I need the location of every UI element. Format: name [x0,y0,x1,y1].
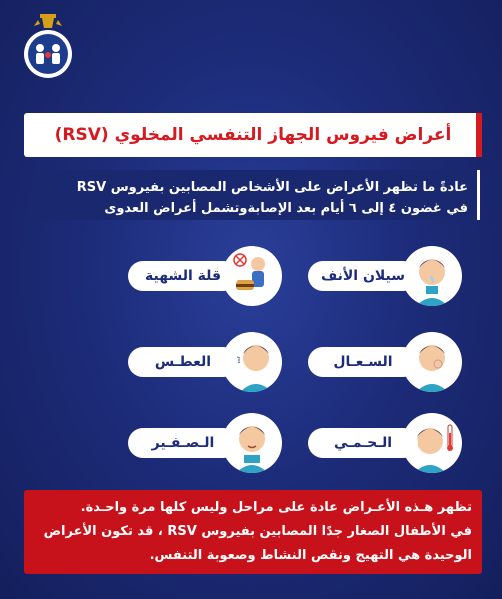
note-text [32,496,472,568]
intro-text [46,177,468,219]
symptom-label: سيلان الأنف [308,261,418,291]
symptom-sneeze [52,332,282,392]
note-line-2: في الأطفال الصغار جدًا المصابين بفيروس RSV ، قد تكون الأعراض [43,524,472,539]
ministry-logo [20,8,76,80]
intro-box [40,170,480,220]
symptom-label: قلة الشهية [128,261,238,291]
symptom-loss-of-appetite [52,246,282,306]
title-banner [24,113,482,157]
note-line-1: تظهر هـذه الأعـراض عادة على مراحل وليس كلها مرة واحـدة. [80,500,472,515]
symptom-wheezing [52,413,282,473]
symptom-label: الـحـمـي [308,428,418,458]
intro-accent-bar [477,170,480,220]
page-title: أعراض فيروس الجهاز التنفسي المخلوي (RSV) [54,125,452,145]
note-line-3: الوحيدة هي التهيج ونقص النشاط وصعوبة التنفس. [149,548,472,563]
title-accent-bar [476,113,482,157]
intro-line-1: عادةً ما تظهر الأعراض على الأشخاص المصابين بفيروس RSV [76,180,468,195]
note-box [24,490,482,574]
symptom-label: السـعـال [308,347,418,377]
symptom-label: الـصـفـير [128,428,238,458]
symptom-label: العطـس [128,347,238,377]
intro-line-2: في غضون ٤ إلى ٦ أيام بعد الإصابةوتشمل أعراض العدوى [104,201,468,216]
